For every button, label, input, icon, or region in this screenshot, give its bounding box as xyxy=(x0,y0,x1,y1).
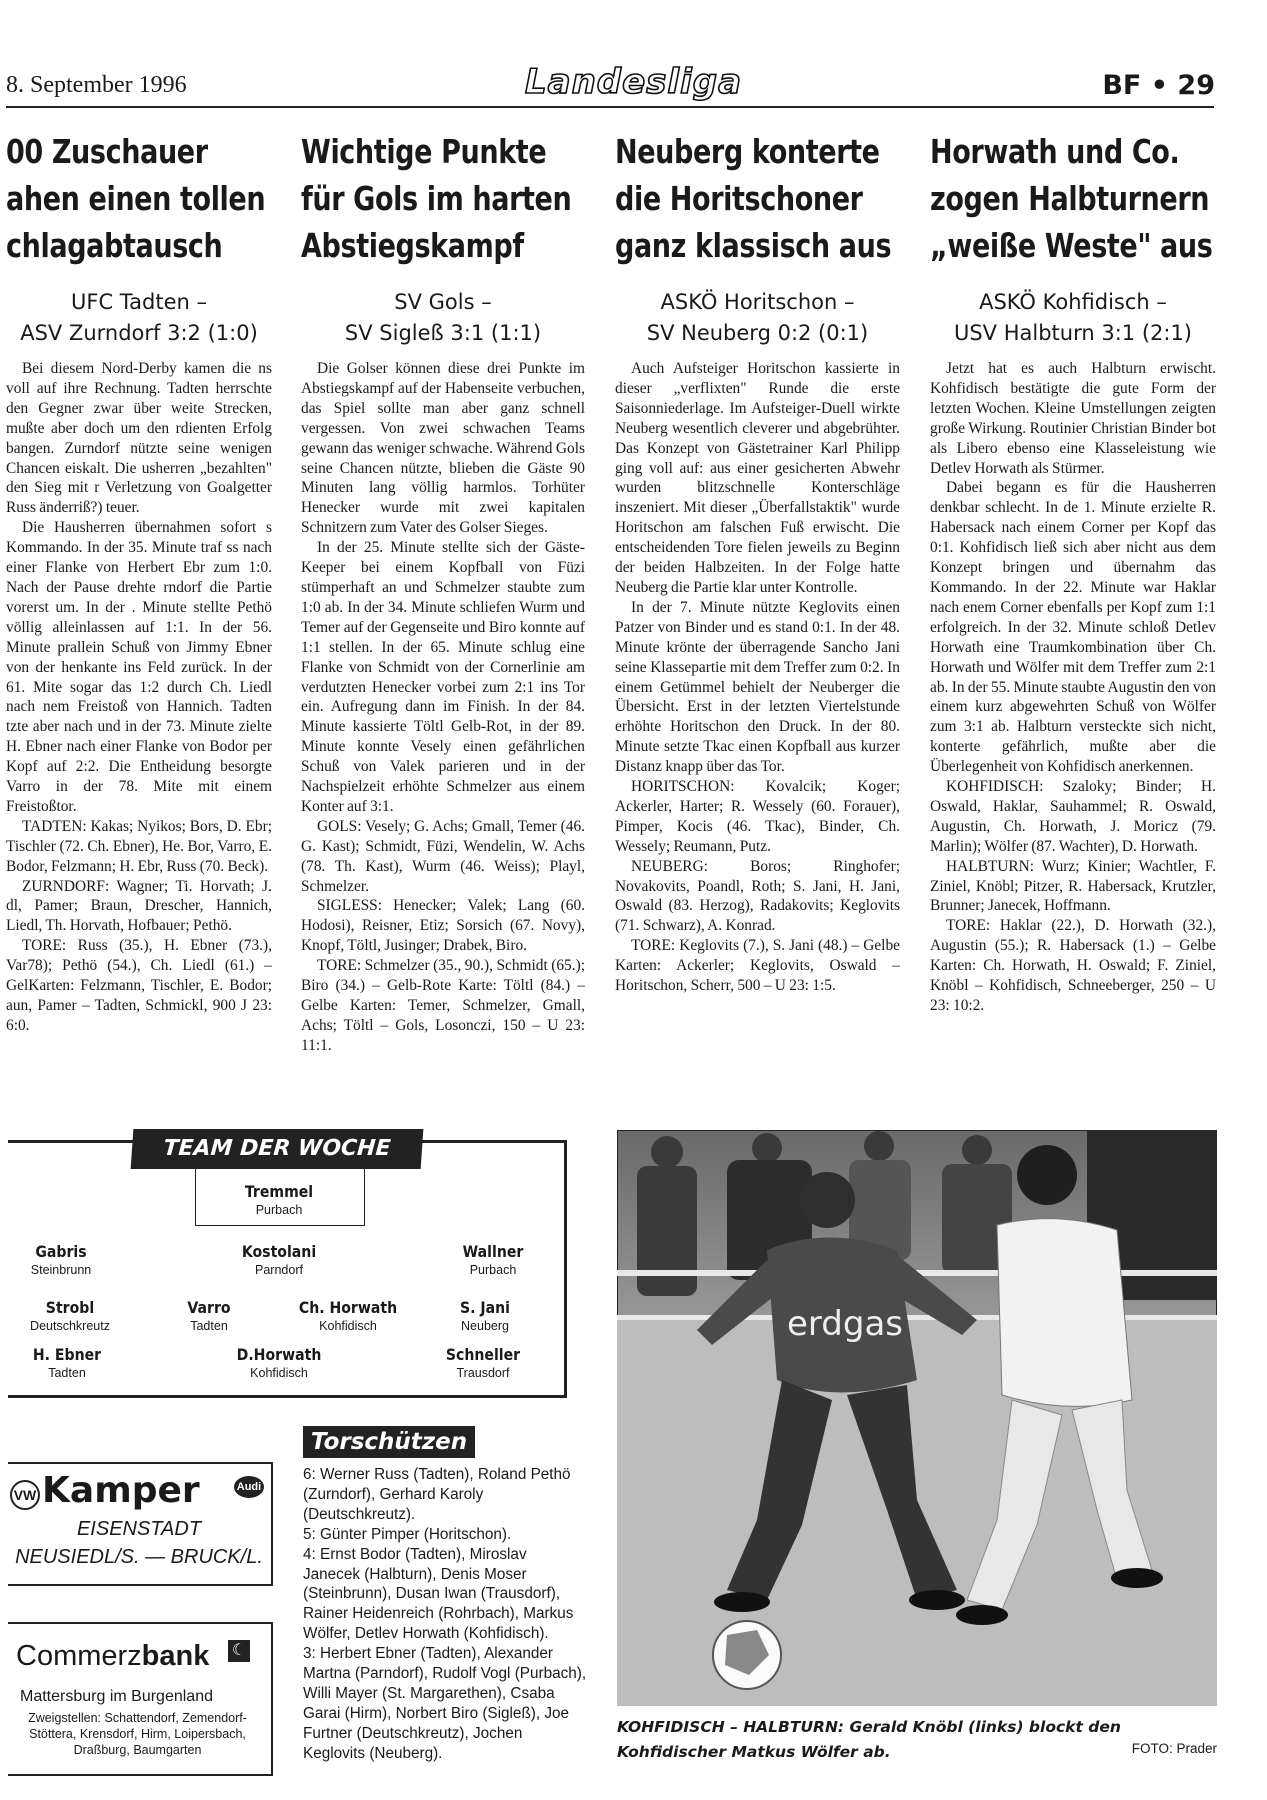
issue-date: 8. September 1996 xyxy=(6,72,187,98)
page-number: BF • 29 xyxy=(1102,70,1215,101)
match-title: ASKÖ Kohfidisch – USV Halbturn 3:1 (2:1) xyxy=(953,290,1192,345)
player-strobl: Strobl Deutschkreutz xyxy=(30,1298,110,1333)
kamper-city-1: EISENSTADT xyxy=(76,1518,202,1540)
player-tremmel: Tremmel Purbach xyxy=(244,1182,314,1217)
photo-credit: FOTO: Prader xyxy=(1131,1741,1217,1756)
vw-logo-icon: VW xyxy=(10,1480,40,1510)
headline: 00 Zuschauer ahen einen tollen chlagabtausch xyxy=(6,132,266,265)
match-title: ASKÖ Horitschon – SV Neuberg 0:2 (0:1) xyxy=(646,290,869,345)
headline: Wichtige Punkte für Gols im harten Abstiegskampf xyxy=(301,132,572,265)
player-s-jani: S. Jani Neuberg xyxy=(460,1298,510,1333)
article-kohfidisch-halbturn xyxy=(930,128,1216,1016)
article-body: Jetzt hat es auch Halbturn erwischt. Kohfidisch bestätigte die gute Form der letzten Wochen. Kleine Umstellungen zeigten große Wirkung. Routinier Christian Binder bot als Libero ebenso eine Klasseleistung wie Detlev Horwath als Stürmer. Dabei begann es für die Hausherren denkbar schlecht. In de 1. Minute erzielte R. Habersack nach einem Corner per Kopf das 0:1. Kohfidisch ließ sich aber nicht aus dem Konzept bringen und übernahm das Kommando. In der 22. Minute war Haklar nach enem Corner ebenfalls per Kopf zum 1:1 erfolgreich. In der 32. Minute schloß Detlev Horwath eine Traumkombination über Ch. Horwath und Wölfer mit dem Treffer zum 2:1 ab. In der 55. Minute staubte Augustin den von einem kurz abgewehrten Schuß von Wölfer zum 3:1 ab. Halbturn versteckte sich nicht, konterte gefährlich, mußte aber die Überlegenheit von Kohfidisch anerkennen. KOHFIDISCH: Szaloky; Binder; H. Oswald, Haklar, Sauhammel; R. Oswald, Augustin, Ch. Horwath, J. Moricz (79. Marlin); Wölfer (87. Wachter), D. Horwath. HALBTURN: Wurz; Kinier; Wachtler, F. Ziniel, Knöbl; Pitzer, R. Habersack, Krutzler, Brunner; Janecek, Hoffmann. TORE: Haklar (22.), D. Horwath (32.), Augustin (55.); R. Habersack (1.) – Gelbe Karten: Ch. Horwath, H. Oswald; F. Ziniel, Knöbl – Kohfidisch, Schneeberger, 250 – U 23: 10:2. xyxy=(930,360,1216,1014)
kamper-logo: Kamper xyxy=(42,1470,200,1511)
player-ch-horwath: Ch. Horwath Kohfidisch xyxy=(298,1298,398,1333)
player-wallner: Wallner Purbach xyxy=(462,1242,524,1277)
article-tadten-zurndorf xyxy=(6,128,272,1036)
kamper-city-2: NEUSIEDL/S. — BRUCK/L. xyxy=(15,1546,263,1568)
article-gols-sigless xyxy=(301,128,585,1056)
scorers-list: 6: Werner Russ (Tadten), Roland Pethö (Zurndorf), Gerhard Karoly (Deutschkreutz). 5: Günter Pimper (Horitschon). 4: Ernst Bodor (Tadten), Miroslav Janecek (Halbturn), Denis Moser (Steinbrunn), Dusan Iwan (Trausdorf), Rainer Heidenreich (Rohrbach), Markus Wölfer, Detlev Horwath (Kohfidisch). 3: Herbert Ebner (Tadten), Alexander Martna (Parndorf), Rudolf Vogl (Purbach), Willi Mayer (St. Margarethen), Csaba Garai (Hirm), Norbert Biro (Sigleß), Joe Furtner (Deutschkreutz), Jochen Keglovits (Neuberg). xyxy=(303,1466,587,1762)
match-photo xyxy=(617,1130,1217,1706)
match-photo-illustration xyxy=(617,1130,1217,1706)
article-body: Bei diesem Nord-Derby kamen die ns voll auf ihre Rechnung. Tadten herrschte den Gegner zwar über weite Strecken, mußte aber doch um den rdienten Erfolg bangen. Zurndorf nützte seine wenigen Chancen eiskalt. Die usherren „bezahlten" den Sieg mit r Verletzung von Goalgetter Russ änderriß?) teuer. Die Hausherren übernahmen sofort s Kommando. In der 35. Minute traf ss nach einer Flanke von Herbert Ebr zum 1:0. Nach der Pause drehte rndorf die Partie vorerst um. In der . Minute stellte Pethö völlig alleinlassen auf 1:1. In der 56. Minute prallein Schuß von Jimmy Ebner von der henkante ins Feld zurück. In der 61. Mite sogar das 1:2 durch Ch. Liedl nach nem Freistoß von Hannich. Tadten tzte aber nach und in der 73. Minute zielte H. Ebner nach einer Flanke von Bodor per Kopf auf 2:2. Die Entheidung besorgte Varro in der 78. Mite mit einem Freistoßtor. TADTEN: Kakas; Nyikos; Bors, D. Ebr; Tischler (72. Ch. Ebner), He. Bor, Varro, E. Bodor, Felzmann; H. Ebr, Russ (70. Beck). ZURNDORF: Wagner; Ti. Horvath; J. dl, Pamer; Braun, Drescher, Hannich, Liedl, Th. Horvath, Hofbauer; Pethö. TORE: Russ (35.), H. Ebner (73.), Var78); Pethö (54.), Ch. Liedl (61.) – GelKarten: Felzmann, Tischler, E. Bodor; aun, Pamer – Tadten, Schmickl, 900 J 23: 6:0. xyxy=(6,360,272,1034)
player-kostolani: Kostolani Parndorf xyxy=(241,1242,317,1277)
article-body: Die Golser können diese drei Punkte im Abstiegskampf auf der Habenseite verbuchen, das Spiel sollte man aber ganz schnell vergessen. Von zwei schwachen Teams gewann das weniger schwache. Während Gols seine Chancen nützte, blieben die Gäste 90 Minuten lang völlig harmlos. Torhüter Henecker wurde mit zwei kapitalen Schnitzern zum Vater des Golser Sieges. In der 25. Minute stellte sich der Gäste-Keeper bei einem Kopfball von Füzi stümperhaft an und Schmelzer staubte zum 1:0 ab. In der 34. Minute schliefen Wurm und Temer auf der Gegenseite und Biro konnte auf 1:1 stellen. In der 65. Minute schlug eine Flanke von Schmidt von der Cornerlinie am verdutzten Henecker vorbei zum 2:1 ins Tor ein. Aufregung dann im Finish. In der 84. Minute kassierte Töltl Gelb-Rot, in der 89. Minute konnte Vesely einen gefährlichen Schuß von Valek parieren und in der Nachspielzeit erhöhte Schmelzer aus einem Konter auf 3:1. GOLS: Vesely; G. Achs; Gmall, Temer (46. G. Kast); Schmidt, Füzi, Wendelin, W. Achs (78. Th. Kast), Wurm (46. Weiss); Playl, Schmelzer. SIGLESS: Henecker; Valek; Lang (60. Hodosi), Reisner, Etiz; Sorsich (67. Novy), Knopf, Töltl, Jusinger; Drabek, Biro. TORE: Schmelzer (35., 90.), Schmidt (65.); Biro (34.) – Gelb-Rote Karte: Töltl (84.) – Gelbe Karten: Temer, Schmelzer, Gmall, Achs; Töltl – Gols, Losonczi, 150 – U 23: 11:1. xyxy=(301,360,585,1054)
player-schneller: Schneller Trausdorf xyxy=(445,1345,521,1380)
commerzbank-location: Mattersburg im Burgenland xyxy=(20,1688,213,1705)
headline: Neuberg konterte die Horitschoner ganz klassisch aus xyxy=(615,132,892,265)
player-gabris: Gabris Steinbrunn xyxy=(30,1242,92,1277)
player-h-ebner: H. Ebner Tadten xyxy=(32,1345,102,1380)
commerzbank-logo: Commerzbank xyxy=(16,1640,210,1672)
team-of-week-title: TEAM DER WOCHE xyxy=(131,1129,424,1169)
article-horitschon-neuberg xyxy=(615,128,900,996)
headline: Horwath und Co. zogen Halbturnern „weiße Weste" aus xyxy=(930,132,1213,265)
article-body: Auch Aufsteiger Horitschon kassierte in dieser „verflixten" Runde die erste Saisonniederlage. Im Aufsteiger-Duell wirkte Neuberg wesentlich cleverer und abgebrühter. Das Konzept von Gästetrainer Karl Philipp ging voll auf: aus einer gesicherten Abwehr wurden blitzschnelle Konterschläge inszeniert. Mit dieser „Überfallstaktik" wurde Horitschon am falschen Fuß erwischt. Die entscheidenden Tore fielen jeweils zu Beginn der beiden Halbzeiten. In der Folge hatte Neuberg die Partie klar unter Kontrolle. In der 7. Minute nützte Keglovits einen Patzer von Binder und es stand 0:1. In der 48. Minute krönte der überragende Sancho Jani seine Klassepartie mit dem Treffer zum 0:2. In einem Getümmel behielt der Neuberger die Übersicht. Erst in der letzten Viertelstunde erhöhte Horitschon den Druck. In der 80. Minute setzte Tkac einen Kopfball aus kurzer Distanz knapp über das Tor. HORITSCHON: Kovalcik; Koger; Ackerler, Harter; R. Wessely (60. Forauer), Pimper, Kocis (46. Tkac), Binder, Ch. Wessely; Reumann, Putz. NEUBERG: Boros; Ringhofer; Novakovits, Poandl, Roth; S. Jani, H. Jani, Oswald (83. Herzog), Radakovits; Keglovits (71. Schwarz), A. Konrad. TORE: Keglovits (7.), S. Jani (48.) – Gelbe Karten: Ackerler; Keglovits, Oswald – Horitschon, Scherr, 500 – U 23: 1:5. xyxy=(615,360,900,995)
jersey-text: erdgas xyxy=(787,1304,904,1344)
photo-caption: KOHFIDISCH – HALBTURN: Gerald Knöbl (links) blockt den Kohfidischer Matkus Wölfer ab. xyxy=(617,1718,1121,1761)
header-rule xyxy=(6,106,1214,108)
section-title: Landesliga xyxy=(524,62,743,102)
scorers-title: Torschützen xyxy=(303,1426,475,1458)
audi-badge-icon: Audi xyxy=(234,1476,264,1498)
commerzbank-branches: Zweigstellen: Schattendorf, Zemendorf-Stöttera, Krensdorf, Hirm, Loipersbach, Draßburg, Baumgarten xyxy=(28,1711,247,1757)
player-d-horwath: D.Horwath Kohfidisch xyxy=(236,1345,322,1380)
match-title: UFC Tadten – ASV Zurndorf 3:2 (1:0) xyxy=(20,290,258,345)
moon-icon: ☾ xyxy=(228,1640,250,1662)
match-title: SV Gols – SV Sigleß 3:1 (1:1) xyxy=(344,290,542,345)
player-varro: Varro Tadten xyxy=(187,1298,231,1333)
